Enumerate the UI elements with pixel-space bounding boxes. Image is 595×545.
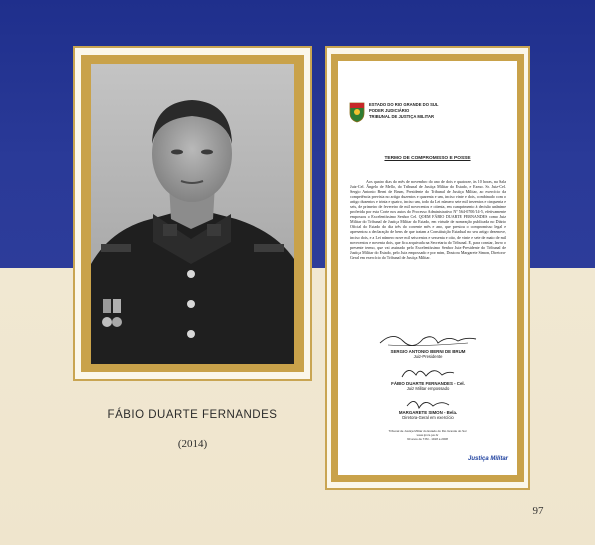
portrait-frame [73, 46, 312, 381]
signature-block-president [358, 349, 498, 359]
signature-scribble-2 [398, 363, 458, 381]
portrait-caption-name: FÁBIO DUARTE FERNANDES [107, 409, 278, 421]
document-title: TERMO DE COMPROMISSO E POSSE [384, 156, 471, 161]
document-body-text: Aos quatro dias do mês de novembro do ano de dois e quatorze, às 10 horas, na Sala Juiz-Cel. Ângelo de Mello, do Tribunal de Justiça Militar do Estado, e Exmo. Sr. Juiz-Cel. Sergio Antonio Berni de Brum, Presidente do Tribunal de Justiça Militar, ao exercício da competência prevista no artigo duzentos e quarenta e um, inciso vinte e dois, combinado com o artigo duzentos e trinta e quatro, inciso um, todo da Lei número sete mil trezentos e cinquenta e seis, de primeiro de fevereiro de mil novecentos e oitenta, em cumprimento à decisão unânime proferida por esta Corte nos autos do Processo Administrativo Nº 564-0700/14-5, efetivamente empossou o Excelentíssimo Senhor Cel. QOEM FÁBIO DUARTE FERNANDES como Juiz Militar do Tribunal de Justiça Militar do Estado, em virtude de nomeação publicada no Diário Oficial do Estado do dia três do corrente mês e ano, que prestou o compromisso legal e apresentou a declaração de bens de que tratam a Constituição Estadual no seu artigo dezenove, inciso dois, e a Lei número nove mil seiscentos e sessenta e oito, de vinte e sete de maio de mil novecentos e noventa dois, que fica arquivada na Secretaria do Tribunal. E, para constar, lavro o presente termo, que vai assinado pelo Excelentíssimo Senhor Juiz-Presidente do Tribunal de Justiça Militar do Estado, pelo Juiz empossado e por mim, Doutora Margarete Simon, Diretora-Geral em exercício do Tribunal de Justiça Militar. [350, 179, 506, 260]
footer-line-court: Tribunal de Justiça Militar do Estado do Rio Grande do Sul [388, 429, 467, 433]
document-footer [338, 429, 517, 441]
letterhead-line-court: TRIBUNAL DE JUSTIÇA MILITAR [369, 114, 435, 119]
document-gold-border [331, 54, 524, 482]
letterhead-line-power: PODER JUDICIÁRIO [369, 108, 410, 113]
signature-block-director [358, 410, 498, 420]
signature-scribble-1 [378, 329, 478, 349]
letterhead-line-state: ESTADO DO RIO GRANDE DO SUL [369, 102, 439, 107]
signature-name: FÁBIO DUARTE FERNANDES - Cel. [391, 381, 465, 386]
footer-line-website: www.tjmrs.jus.br [416, 433, 439, 437]
portrait-photo [91, 64, 294, 364]
state-coat-of-arms-icon [348, 101, 366, 123]
footer-line-anniversary: 90 anos de TJM - 1918 a 2008 [407, 437, 448, 441]
document-page [338, 61, 517, 475]
portrait-caption-year: (2014) [177, 438, 208, 450]
signature-role: Juiz-Presidente [413, 354, 443, 359]
portrait-illustration [91, 64, 294, 364]
page-number: 97 [532, 505, 544, 517]
portrait-gold-border [81, 55, 304, 372]
signature-block-judge [358, 381, 498, 391]
signature-name: SERGIO ANTONIO BERNI DE BRUM [390, 349, 466, 354]
justica-militar-logo: Justiça Militar [468, 456, 509, 462]
signature-name: MARGARETE SIMON - Bela. [398, 410, 458, 415]
signature-role: Diretora-Geral em exercício [402, 415, 454, 420]
document-letterhead [348, 101, 513, 131]
signature-role: Juiz Militar empossado [406, 386, 450, 391]
document-frame [325, 46, 530, 490]
